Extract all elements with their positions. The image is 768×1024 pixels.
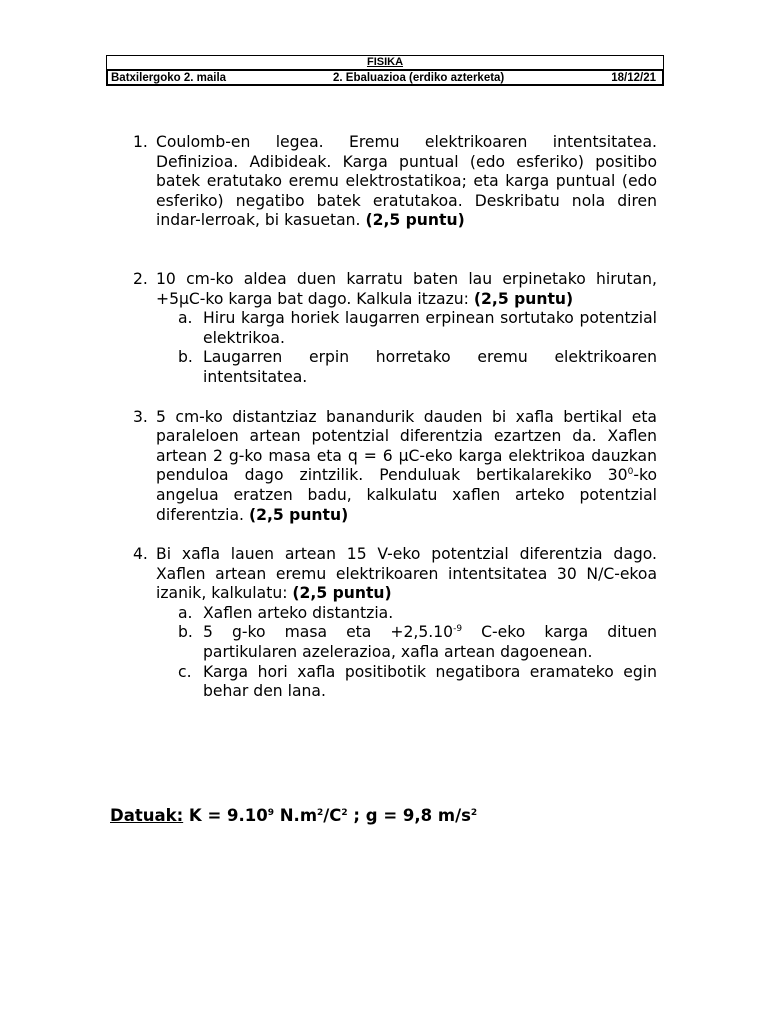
question-text: 5 cm-ko distantziaz banandurik dauden bi xafla bertikal eta paraleloen artean potentzial diferentzia ezartzen da. Xaflen artean 2 g-ko masa eta q = 6 µC-eko karga elektrikoa dauzkan penduloa dago zintzilik. Penduluak bertikalarekiko 30 <box>156 407 657 485</box>
exponent-superscript: -9 <box>453 624 463 635</box>
question-2 <box>133 270 657 388</box>
sub-letter: a. <box>178 309 193 328</box>
question-text: Coulomb-en legea. Eremu elektrikoaren intentsitatea. Definizioa. Adibideak. Karga puntual (edo esferiko) positibo batek eratutako eremu elektrostatikoa; eta karga puntual (edo esferiko) negatibo batek eratutakoa. Deskribatu nola diren indar-lerroak, bi kasuetan. <box>156 133 657 230</box>
date-label: 18/12/21 <box>611 71 656 84</box>
question-points: (2,5 puntu) <box>248 505 349 524</box>
question-number: 4. <box>133 545 148 564</box>
question-number: 1. <box>133 133 148 151</box>
sub-text: Xaflen arteko distantzia. <box>203 603 394 622</box>
sub-letter: b. <box>178 348 193 367</box>
question-list <box>133 133 657 702</box>
question-number: 3. <box>133 407 148 426</box>
question-points: (2,5 puntu) <box>365 211 465 230</box>
exam-header <box>106 55 664 86</box>
s-exponent: 2 <box>470 808 478 818</box>
data-label: Datuak: <box>110 806 184 825</box>
sub-letter: c. <box>178 662 192 681</box>
sub-question-a <box>156 604 657 624</box>
exam-label: 2. Ebaluazioa (erdiko azterketa) <box>332 71 505 84</box>
k-exponent: 9 <box>267 808 274 818</box>
question-text: 10 cm-ko aldea duen karratu baten lau erpinetako hirutan, +5µC-ko karga bat dago. Kalkula itzazu: <box>156 269 657 308</box>
sub-text: Laugarren erpin horretako eremu elektrikoaren intentsitatea. <box>203 348 657 386</box>
k-unit: N.m <box>274 806 318 825</box>
sub-text: 5 g-ko masa eta +2,5.10 <box>203 623 454 642</box>
question-text: Bi xafla lauen artean 15 V-eko potentzial diferentzia dago. Xaflen artean eremu elektrikoaren intentsitatea 30 N/C-ekoa izanik, kalkulatu: <box>156 545 657 603</box>
sub-letter: b. <box>178 623 193 642</box>
c-unit: /C <box>323 806 342 825</box>
sub-text: Karga hori xafla positibotik negatibora eramateko egin behar den lana. <box>203 662 657 701</box>
question-number: 2. <box>133 269 148 288</box>
sub-text: Hiru karga horiek laugarren erpinean sortutako potentzial elektrikoa. <box>203 309 657 347</box>
question-3 <box>133 408 657 526</box>
question-points: (2,5 puntu) <box>292 584 392 603</box>
data-constants-line <box>110 806 477 825</box>
sub-text-cont: C-eko karga dituen partikularen azelerazioa, xafla artean dagoenean. <box>203 623 657 662</box>
sub-letter: a. <box>178 603 193 622</box>
m-exponent: 2 <box>317 808 324 818</box>
degree-superscript: 0 <box>627 467 634 478</box>
sub-question-b <box>156 623 657 662</box>
question-points: (2,5 puntu) <box>473 289 574 308</box>
header-info-row <box>106 69 664 86</box>
sub-question-b <box>156 348 657 387</box>
sub-question-a <box>156 309 657 348</box>
subject-title: FISIKA <box>106 55 664 69</box>
g-constant: ; g = 9,8 m/s <box>347 806 471 825</box>
sub-question-c <box>156 663 657 702</box>
question-text-cont: -ko angelua eratzen badu, kalkulatu xaflen arteko potentzial diferentzia. <box>156 466 657 524</box>
k-constant: K = 9.10 <box>183 806 268 825</box>
course-label: Batxilergoko 2. maila <box>111 71 227 84</box>
question-4 <box>133 545 657 702</box>
c-exponent: 2 <box>341 808 348 818</box>
question-1 <box>133 133 657 231</box>
